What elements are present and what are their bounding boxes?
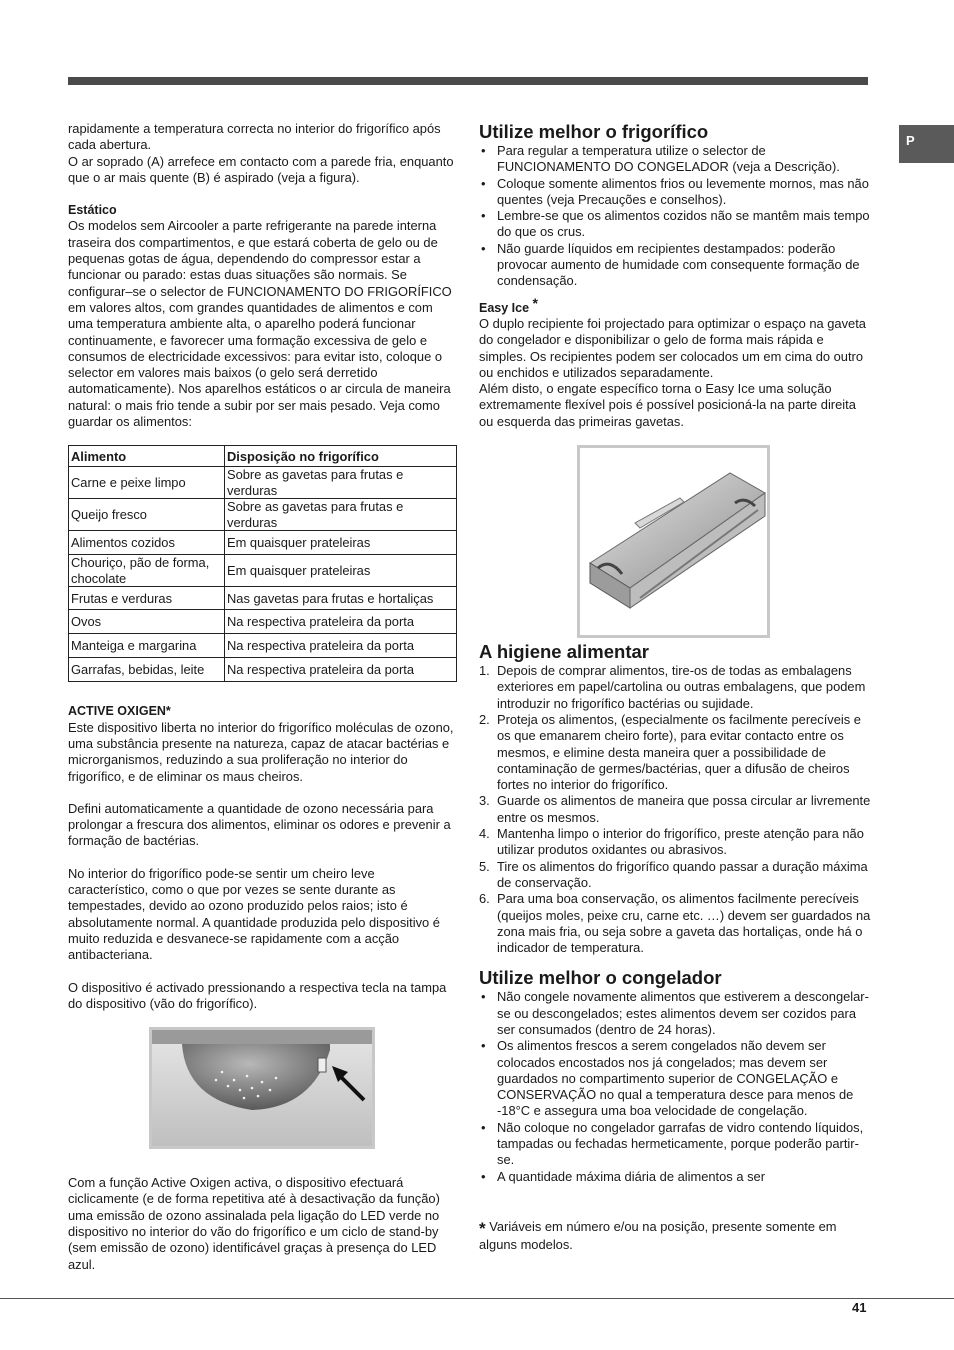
table-cell: Carne e peixe limpo [69,467,225,499]
list-item: • Não congele novamente alimentos que estiverem a descongelar-se ou descongelados; estes alimentos devem ser cozidos para ser consumados (dentro de 24 horas). [479,989,871,1038]
list-item: • Coloque somente alimentos frios ou levemente mornos, mas não quentes (veja Precauções e conselhos). [479,176,871,209]
intro-paragraph-1: rapidamente a temperatura correcta no interior do frigorífico após cada abertura. [68,121,441,153]
easy-ice-title: Easy Ice [479,300,530,315]
table-cell: Nas gavetas para frutas e hortaliças [225,587,457,610]
list-item: • Não guarde líquidos em recipientes destampados: poderão provocar aumento de humidade com consequente formação de condensação. [479,241,871,290]
list-number: 1. [479,663,490,679]
active-oxigen-paragraph-2: Defini automaticamente a quantidade de ozono necessária para prolongar a frescura dos alimentos, eliminar os odores e prevenir a formação de bactérias. [68,800,451,849]
table-cell: Chouriço, pão de forma, chocolate [69,555,225,587]
easy-ice-heading [479,295,871,316]
list-number: 2. [479,711,490,727]
list-item [479,793,871,826]
list-text: Para uma boa conservação, os alimentos facilmente perecíveis (queijos moles, peixe cru, carne etc. …) devem ser guardados na zona mais fria, ou seja sobre a gaveta das hortaliças, onde há o indicador de temperatura. [497,891,871,956]
list-number: 4. [479,826,490,842]
list-item [479,859,871,892]
list-item: • Os alimentos frescos a serem congelados não devem ser colocados encostados nos já congelados; mas devem ser guardados no compartimento superior de CONGELAÇÃO e CONSERVAÇÃO no qual a temperatura desce para menos de -18°C e assegura uma boa velocidade de congelação. [479,1038,871,1119]
footnote-text: Variáveis em número e/ou na posição, presente somente em alguns modelos. [479,1218,837,1253]
table-cell: Garrafas, bebidas, leite [69,658,225,682]
top-rule [68,77,868,85]
ozone-device-illustration [152,1030,372,1146]
easy-ice-asterisk: * [532,294,538,311]
right-column [479,121,871,1254]
table-row [69,555,457,587]
active-oxigen-paragraph-4: O dispositivo é activado pressionando a respectiva tecla na tampa do dispositivo (vão do frigorífico). [68,979,447,1011]
fridge-heading: Utilize melhor o frigorífico [479,121,709,142]
table-cell: Sobre as gavetas para frutas e verduras [225,499,457,531]
table-header-food: Alimento [69,446,225,467]
page-number: 41 [852,1300,867,1315]
list-item: • Lembre-se que os alimentos cozidos não se mantêm mais tempo do que os crus. [479,208,871,241]
table-cell: Na respectiva prateleira da porta [225,658,457,682]
freezer-heading: Utilize melhor o congelador [479,967,722,989]
table-cell: Frutas e verduras [69,587,225,610]
table-cell: Em quaisquer prateleiras [225,531,457,555]
table-cell: Manteiga e margarina [69,634,225,658]
easy-ice-figure [577,445,770,638]
active-oxigen-paragraph-3: No interior do frigorífico pode-se sentir um cheiro leve característico, como o que por vezes se sente durante as tempestades, devido ao ozono produzido pelos raios; isto é absolutamente normal. A quantidade produzida pelo dispositivo é muito reduzida e desvanece-se rapidamente com a acção antibacteriana. [68,865,440,963]
list-number: 3. [479,793,490,809]
table-cell: Na respectiva prateleira da porta [225,634,457,658]
list-text: Depois de comprar alimentos, tire-os de todas as embalagens exteriores em papel/cartolina ou outras embalagens, que podem introduzir no frigorífico bactérias ou sujidade. [497,663,866,711]
table-row [69,531,457,555]
table-row [69,499,457,531]
list-text: Mantenha limpo o interior do frigorífico, preste atenção para não utilizar produtos oxidantes ou abrasivos. [497,826,864,858]
table-cell: Na respectiva prateleira da porta [225,610,457,634]
easy-ice-tray-illustration [580,448,767,635]
language-tab-label: P [906,133,915,148]
language-tab[interactable] [899,125,954,163]
food-storage-table [68,445,457,682]
table-cell: Queijo fresco [69,499,225,531]
active-oxigen-paragraph-1: Este dispositivo liberta no interior do frigorífico moléculas de ozono, uma substância presente na natureza, capaz de atacar bactérias e microrganismos, reduzindo a sua proliferação no interior do frigorífico, e de eliminar os maus cheiros. [68,719,454,784]
fridge-tips-list [479,143,871,290]
list-text: Proteja os alimentos, (especialmente os facilmente perecíveis e os que emanarem cheiro forte), para evitar contacto entre os mesmos, e elimine desta maneira quer a possibilidade de contaminação de germes/bactérias, quer a difusão de cheiros fortes no interior do frigorífico. [497,711,861,793]
list-item [479,891,871,956]
list-item: • A quantidade máxima diária de alimentos a ser [479,1169,871,1185]
list-text: Tire os alimentos do frigorífico quando passar a duração máxima de conservação. [497,858,868,890]
hygiene-list [479,663,871,956]
list-item [479,663,871,712]
list-item: • Para regular a temperatura utilize o selector de FUNCIONAMENTO DO CONGELADOR (veja a Descrição). [479,143,871,176]
active-oxigen-heading: ACTIVE OXIGEN* [68,704,171,719]
table-row [69,658,457,682]
list-item [479,826,871,859]
table-row [69,634,457,658]
list-number: 6. [479,891,490,907]
bottom-rule [0,1298,954,1299]
ozone-device-figure [149,1027,375,1149]
easy-ice-text: O duplo recipiente foi projectado para optimizar o espaço na gaveta do congelador e disponibilizar o gelo de forma mais rápida e simples. Os recipientes podem ser colocados um em cima do outro ou enchidos e utilizados separadamente. [479,315,866,380]
table-cell: Alimentos cozidos [69,531,225,555]
footnote [479,1219,871,1254]
table-header-row [69,446,457,467]
list-item: • Não coloque no congelador garrafas de vidro contendo líquidos, tampadas ou fechadas hermeticamente, porque poderão partir-se. [479,1120,871,1169]
list-item [479,712,871,793]
active-oxigen-paragraph-5: Com a função Active Oxigen activa, o dispositivo efectuará ciclicamente (e de forma repetitiva até à desactivação da função) uma emissão de ozono assinalada pela ligação do LED verde no dispositivo no interior do vão do frigorífico e um ciclo de stand-by (sem emissão de ozono) identificável graças à presença do LED azul. [68,1175,440,1272]
table-cell: Ovos [69,610,225,634]
table-cell: Sobre as gavetas para frutas e verduras [225,467,457,499]
easy-ice-text-2: Além disto, o engate específico torna o Easy Ice uma solução extremamente flexível pois é possível posicioná-la na parte direita ou esquerda das primeiras gavetas. [479,381,856,429]
static-heading: Estático [68,203,117,218]
list-number: 5. [479,858,490,874]
footnote-asterisk: * [479,1218,486,1238]
table-row [69,587,457,610]
intro-paragraph-2: O ar soprado (A) arrefece em contacto com a parede fria, enquanto que o ar mais quente (B) é aspirado (veja a figura). [68,153,454,185]
static-text: Os modelos sem Aircooler a parte refrigerante na parede interna traseira dos compartimentos, e que estará coberta de gelo ou de pequenas gotas de água, dependendo do compressor estar a funcionar ou parado: estas duas situações são normais. Se configurar–se o selector de FUNCIONAMENTO DO FRIGORÍFICO em valores altos, com grandes quantidades de alimentos e com uma temperatura ambiente alta, o aparelho poderá funcionar continuamente, e favorecer uma formação excessiva de gelo e consumos de electricidade excessivos: para evitar isto, coloque o selector em valores mais baixos (o gelo será derretido automaticamente). Nos aparelhos estáticos o ar circula de maneira natural: o mais frio tende a subir por ser mais pesado. Veja como guardar os alimentos: [68,218,452,430]
freezer-tips-list [479,989,871,1185]
hygiene-heading: A higiene alimentar [479,641,649,663]
table-cell: Em quaisquer prateleiras [225,555,457,587]
list-text: Guarde os alimentos de maneira que possa circular ar livremente entre os mesmos. [497,793,871,825]
table-header-location: Disposição no frigorífico [225,446,457,467]
left-column [68,121,458,1273]
table-row [69,610,457,634]
table-row [69,467,457,499]
